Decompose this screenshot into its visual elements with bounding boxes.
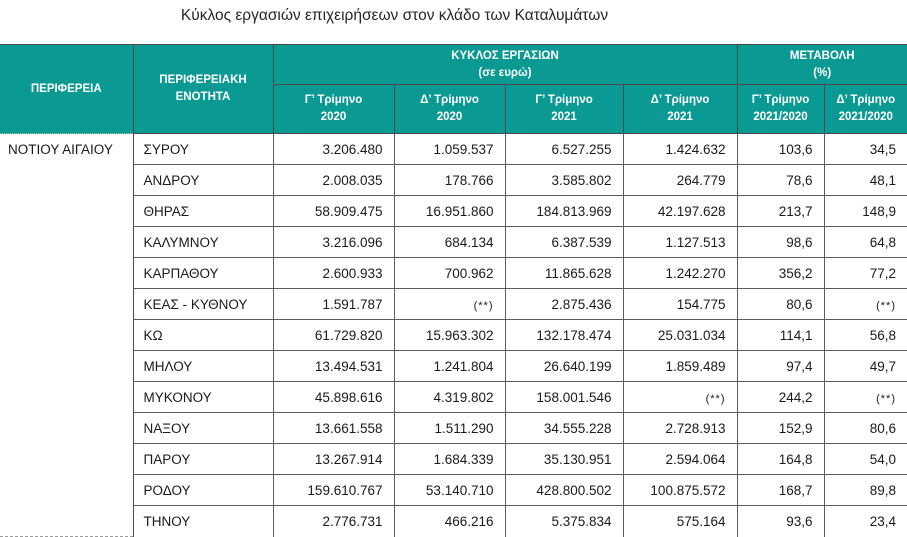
value-cell: [505, 196, 623, 227]
cell-text: 78,6: [786, 172, 813, 188]
cell-text: 575.164: [676, 513, 726, 529]
cell-text: 700.962: [444, 265, 494, 281]
cell-text: 89,8: [869, 482, 896, 498]
cell-text: 1.059.537: [433, 141, 494, 157]
value-cell: [623, 475, 737, 506]
value-cell: [737, 227, 824, 258]
cell-text: 356,2: [778, 265, 813, 281]
table-row: [0, 134, 907, 165]
cell-text: 54,0: [869, 451, 896, 467]
suppressed-value-cell: [394, 289, 505, 320]
suppressed-value-cell: [824, 382, 907, 413]
col-group-change: [737, 45, 907, 85]
value-cell: [505, 258, 623, 289]
cell-text: 34,5: [869, 141, 896, 157]
cell-text: 35.130.951: [543, 451, 612, 467]
value-cell: [737, 165, 824, 196]
col-header-change-q4: Δ’ Τρίμηνο 2021/2020: [824, 85, 907, 134]
col-group-turnover: [273, 45, 737, 85]
value-cell: [505, 134, 623, 165]
cell-text: (**): [876, 392, 896, 405]
cell-text: 152,9: [778, 420, 813, 436]
cell-text: 1.127.513: [665, 234, 726, 250]
regional-unit-cell: ΡΟΔΟΥ: [133, 475, 273, 506]
cell-text: 2.600.933: [322, 265, 383, 281]
cell-text: 178.766: [444, 172, 494, 188]
cell-text: 49,7: [869, 358, 896, 374]
table-row: [0, 196, 907, 227]
cell-text: 1.424.632: [665, 141, 726, 157]
regional-unit-cell: ΤΗΝΟΥ: [133, 506, 273, 537]
value-cell: [737, 382, 824, 413]
value-cell: [737, 134, 824, 165]
cell-text: 42.197.628: [657, 203, 726, 219]
cell-text: 132.178.474: [536, 327, 612, 343]
value-cell: [505, 351, 623, 382]
cell-text: 3.206.480: [322, 141, 383, 157]
value-cell: [394, 134, 505, 165]
value-cell: [824, 351, 907, 382]
cell-text: 97,4: [786, 358, 813, 374]
regional-unit-cell: ΜΥΚΟΝΟΥ: [133, 382, 273, 413]
value-cell: [623, 413, 737, 444]
value-cell: [394, 196, 505, 227]
cell-text: 213,7: [778, 203, 813, 219]
value-cell: [737, 475, 824, 506]
value-cell: [623, 320, 737, 351]
page-title: Κύκλος εργασιών επιχειρήσεων στον κλάδο των Καταλυμάτων: [180, 7, 609, 24]
col-header-unit: [133, 45, 273, 134]
cell-text: 48,1: [869, 172, 896, 188]
cell-text: 77,2: [869, 265, 896, 281]
cell-text: 13.267.914: [314, 451, 383, 467]
regional-unit-cell: ΜΗΛΟΥ: [133, 351, 273, 382]
table-row: [0, 320, 907, 351]
cell-text: 61.729.820: [314, 327, 383, 343]
table-header: [0, 45, 907, 134]
value-cell: [505, 444, 623, 475]
cell-text: 26.640.199: [543, 358, 612, 374]
value-cell: [273, 289, 394, 320]
cell-text: 1.684.339: [433, 451, 494, 467]
value-cell: [505, 227, 623, 258]
value-cell: [273, 475, 394, 506]
value-cell: [623, 351, 737, 382]
value-cell: [505, 475, 623, 506]
value-cell: [505, 320, 623, 351]
cell-text: 148,9: [862, 203, 896, 219]
regional-unit-cell: ΣΥΡΟΥ: [133, 134, 273, 165]
value-cell: [394, 320, 505, 351]
value-cell: [824, 258, 907, 289]
value-cell: [273, 351, 394, 382]
value-cell: [394, 165, 505, 196]
cell-text: 5.375.834: [551, 513, 612, 529]
regional-unit-cell: ΠΑΡΟΥ: [133, 444, 273, 475]
value-cell: [273, 382, 394, 413]
value-cell: [737, 444, 824, 475]
value-cell: [273, 413, 394, 444]
cell-text: 34.555.228: [543, 420, 612, 436]
col-header-region-label: ΠΕΡΙΦΕΡΕΙΑ: [30, 82, 102, 95]
cell-text: 25.031.034: [657, 327, 726, 343]
value-cell: [394, 444, 505, 475]
col-header-unit-line2: ΕΝΟΤΗΤΑ: [175, 91, 231, 103]
table-row: [0, 165, 907, 196]
cell-text: 428.800.502: [536, 482, 612, 498]
value-cell: [623, 258, 737, 289]
cell-text: 184.813.969: [536, 203, 612, 219]
col-group-change-line2: (%): [813, 66, 832, 79]
cell-text: (**): [876, 299, 896, 312]
cell-text: 264.779: [676, 172, 726, 188]
value-cell: [824, 506, 907, 537]
value-cell: [737, 196, 824, 227]
region-cell: ΝΟΤΙΟΥ ΑΙΓΑΙΟΥ: [0, 134, 133, 537]
cell-text: 2.008.035: [322, 172, 383, 188]
value-cell: [505, 506, 623, 537]
cell-text: 154.775: [676, 296, 726, 312]
value-cell: [505, 413, 623, 444]
regional-unit-cell: ΝΑΞΟΥ: [133, 413, 273, 444]
cell-text: 23,4: [869, 513, 896, 529]
cell-text: 114,1: [779, 327, 813, 343]
value-cell: [824, 165, 907, 196]
value-cell: [273, 320, 394, 351]
value-cell: [824, 227, 907, 258]
col-header-q3-2020: Γ’ Τρίμηνο 2020: [273, 85, 394, 134]
table-row: [0, 289, 907, 320]
value-cell: [394, 506, 505, 537]
cell-text: 80,6: [869, 420, 896, 436]
value-cell: [273, 444, 394, 475]
value-cell: [273, 196, 394, 227]
cell-text: 164,8: [778, 451, 813, 467]
cell-text: 64,8: [869, 234, 896, 250]
cell-text: (**): [705, 392, 726, 405]
cell-text: 1.241.804: [433, 358, 494, 374]
table-row: [0, 258, 907, 289]
value-cell: [273, 227, 394, 258]
table-row: [0, 444, 907, 475]
cell-text: 466.216: [444, 513, 494, 529]
col-header-region: [0, 45, 133, 134]
table-row: [0, 382, 907, 413]
regional-unit-cell: ΚΑΛΥΜΝΟΥ: [133, 227, 273, 258]
header-group-row: [0, 45, 907, 85]
cell-text: 3.585.802: [551, 172, 612, 188]
value-cell: [623, 196, 737, 227]
value-cell: [623, 444, 737, 475]
cell-text: 6.527.255: [551, 141, 612, 157]
cell-text: 1.591.787: [322, 296, 383, 312]
value-cell: [824, 475, 907, 506]
cell-text: 1.511.290: [434, 420, 494, 436]
cell-text: 168,7: [778, 482, 813, 498]
cell-text: 45.898.616: [314, 389, 383, 405]
value-cell: [273, 506, 394, 537]
value-cell: [824, 134, 907, 165]
regional-unit-cell: ΑΝΔΡΟΥ: [133, 165, 273, 196]
value-cell: [824, 196, 907, 227]
cell-text: 1.242.270: [665, 265, 726, 281]
col-group-turnover-line1: ΚΥΚΛΟΣ ΕΡΓΑΣΙΩΝ: [451, 49, 559, 62]
table-row: [0, 227, 907, 258]
cell-text: 56,8: [869, 327, 896, 343]
cell-text: (**): [473, 299, 494, 312]
cell-text: 2.875.436: [551, 296, 612, 312]
value-cell: [394, 258, 505, 289]
value-cell: [394, 413, 505, 444]
regional-unit-cell: ΘΗΡΑΣ: [133, 196, 273, 227]
cell-text: 158.001.546: [536, 389, 612, 405]
cell-text: 15.963.302: [425, 327, 494, 343]
value-cell: [505, 165, 623, 196]
value-cell: [394, 382, 505, 413]
value-cell: [737, 413, 824, 444]
value-cell: [824, 413, 907, 444]
value-cell: [623, 134, 737, 165]
cell-text: 4.319.802: [433, 389, 494, 405]
value-cell: [273, 134, 394, 165]
cell-text: 13.661.558: [314, 420, 383, 436]
table-row: [0, 475, 907, 506]
cell-text: 2.776.731: [322, 513, 383, 529]
cell-text: 80,6: [786, 296, 813, 312]
cell-text: 6.387.539: [551, 234, 612, 250]
value-cell: [394, 475, 505, 506]
value-cell: [273, 165, 394, 196]
cell-text: 103,6: [778, 141, 813, 157]
cell-text: 2.728.913: [665, 420, 726, 436]
value-cell: [394, 351, 505, 382]
cell-text: 16.951.860: [425, 203, 494, 219]
value-cell: [505, 382, 623, 413]
col-header-change-q3: Γ’ Τρίμηνο 2021/2020: [737, 85, 824, 134]
regional-unit-cell: ΚΩ: [133, 320, 273, 351]
col-header-q3-2021: Γ’ Τρίμηνο 2021: [505, 85, 623, 134]
col-group-turnover-line2: (σε ευρώ): [478, 66, 532, 79]
cell-text: 53.140.710: [425, 482, 494, 498]
col-header-q4-2021: Δ’ Τρίμηνο 2021: [623, 85, 737, 134]
suppressed-value-cell: [623, 382, 737, 413]
value-cell: [623, 289, 737, 320]
table-body: [0, 134, 907, 537]
value-cell: [623, 506, 737, 537]
cell-text: 684.134: [444, 234, 494, 250]
value-cell: [824, 444, 907, 475]
cell-text: 1.859.489: [665, 358, 726, 374]
turnover-table: [0, 44, 907, 537]
cell-text: 159.610.767: [307, 482, 383, 498]
suppressed-value-cell: [824, 289, 907, 320]
cell-text: 3.216.096: [322, 234, 383, 250]
regional-unit-cell: ΚΑΡΠΑΘΟΥ: [133, 258, 273, 289]
cell-text: 2.594.064: [665, 451, 726, 467]
value-cell: [824, 320, 907, 351]
value-cell: [737, 320, 824, 351]
value-cell: [737, 289, 824, 320]
value-cell: [737, 506, 824, 537]
value-cell: [737, 351, 824, 382]
col-header-unit-line1: ΠΕΡΙΦΕΡΕΙΑΚΗ: [159, 74, 247, 87]
value-cell: [394, 227, 505, 258]
table-row: [0, 506, 907, 537]
value-cell: [623, 165, 737, 196]
cell-text: 58.909.475: [314, 203, 383, 219]
cell-text: 11.865.628: [544, 265, 612, 281]
cell-text: 98,6: [786, 234, 813, 250]
regional-unit-cell: ΚΕΑΣ - ΚΥΘΝΟΥ: [133, 289, 273, 320]
value-cell: [505, 289, 623, 320]
value-cell: [623, 227, 737, 258]
value-cell: [273, 258, 394, 289]
cell-text: 100.875.572: [650, 482, 726, 498]
cell-text: 13.494.531: [314, 358, 383, 374]
table-row: [0, 351, 907, 382]
value-cell: [737, 258, 824, 289]
table-row: [0, 413, 907, 444]
col-header-q4-2020: Δ’ Τρίμηνο 2020: [394, 85, 505, 134]
col-group-change-line1: ΜΕΤΑΒΟΛΗ: [789, 49, 855, 62]
cell-text: 244,2: [778, 389, 813, 405]
cell-text: 93,6: [786, 513, 813, 529]
